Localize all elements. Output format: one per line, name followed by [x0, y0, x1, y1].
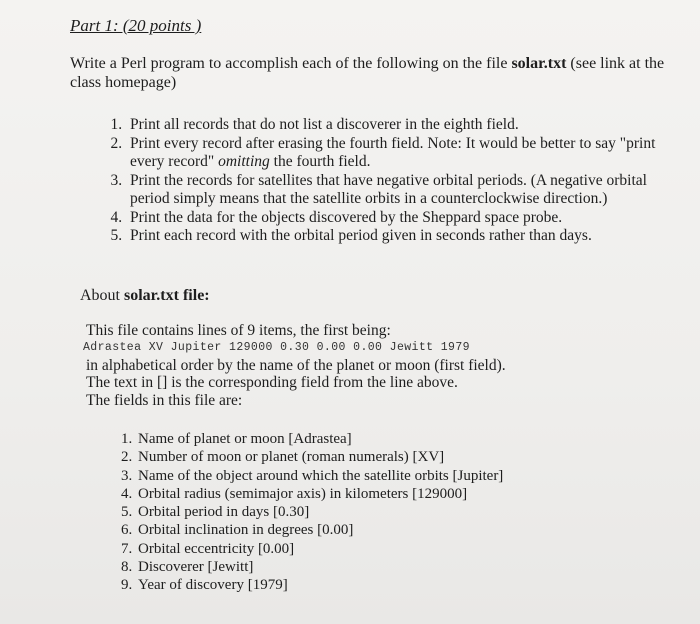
intro-text-before: Write a Perl program to accomplish each of the following on the file: [70, 55, 512, 72]
task-item: [126, 209, 686, 228]
description-line: The text in [] is the corresponding field from the line above.: [86, 374, 458, 391]
task-item: [126, 135, 686, 172]
intro-paragraph: [70, 54, 670, 92]
field-item: 6. Orbital inclination in degrees [0.00]: [136, 521, 656, 539]
field-item: 4. Orbital radius (semimajor axis) in kilometers [129000]: [136, 485, 656, 503]
field-list: [108, 430, 656, 595]
task-text: Print the records for satellites that have negative orbital periods. (A negative orbital period simply means that the satellite orbits in a counterclockwise direction.): [130, 171, 647, 207]
field-item: 3. Name of the object around which the satellite orbits [Jupiter]: [136, 467, 656, 485]
field-item: 9. Year of discovery [1979]: [136, 576, 656, 594]
task-list: [96, 116, 686, 246]
task-text: Print all records that do not list a discoverer in the eighth field.: [130, 116, 519, 133]
about-heading: [80, 287, 210, 305]
description-line: The fields in this file are:: [86, 391, 243, 409]
field-item: 2. Number of moon or planet (roman numerals) [XV]: [136, 448, 656, 466]
task-item: [126, 172, 686, 209]
description-line: in alphabetical order by the name of the planet or moon (first field).: [86, 356, 506, 374]
task-item: [126, 116, 686, 135]
about-label: About: [80, 287, 124, 304]
sample-record: Adrastea XV Jupiter 129000 0.30 0.00 0.00 Jewitt 1979: [83, 340, 470, 354]
about-suffix: file:: [178, 287, 210, 304]
field-item: 8. Discoverer [Jewitt]: [136, 558, 656, 576]
task-text: Print every record after erasing the fourth field. Note: It would be better to say "print every record": [130, 134, 656, 170]
task-emphasis: omitting: [218, 153, 270, 170]
intro-filename: solar.txt: [511, 55, 567, 72]
task-text: Print each record with the orbital period given in seconds rather than days.: [130, 227, 592, 244]
task-item: [126, 227, 686, 246]
field-item: 7. Orbital eccentricity [0.00]: [136, 540, 656, 558]
task-text-tail: the fourth field.: [269, 153, 371, 170]
about-filename: solar.txt: [124, 287, 179, 304]
description-line: This file contains lines of 9 items, the first being:: [86, 322, 391, 339]
file-description: [83, 322, 666, 409]
part-title: Part 1: (20 points ): [70, 16, 202, 35]
field-item: 1. Name of planet or moon [Adrastea]: [136, 430, 656, 448]
field-item: 5. Orbital period in days [0.30]: [136, 503, 656, 521]
intro-text-after: (see link at the class homepage): [70, 55, 665, 91]
task-text: Print the data for the objects discovered by the Sheppard space probe.: [130, 208, 563, 226]
